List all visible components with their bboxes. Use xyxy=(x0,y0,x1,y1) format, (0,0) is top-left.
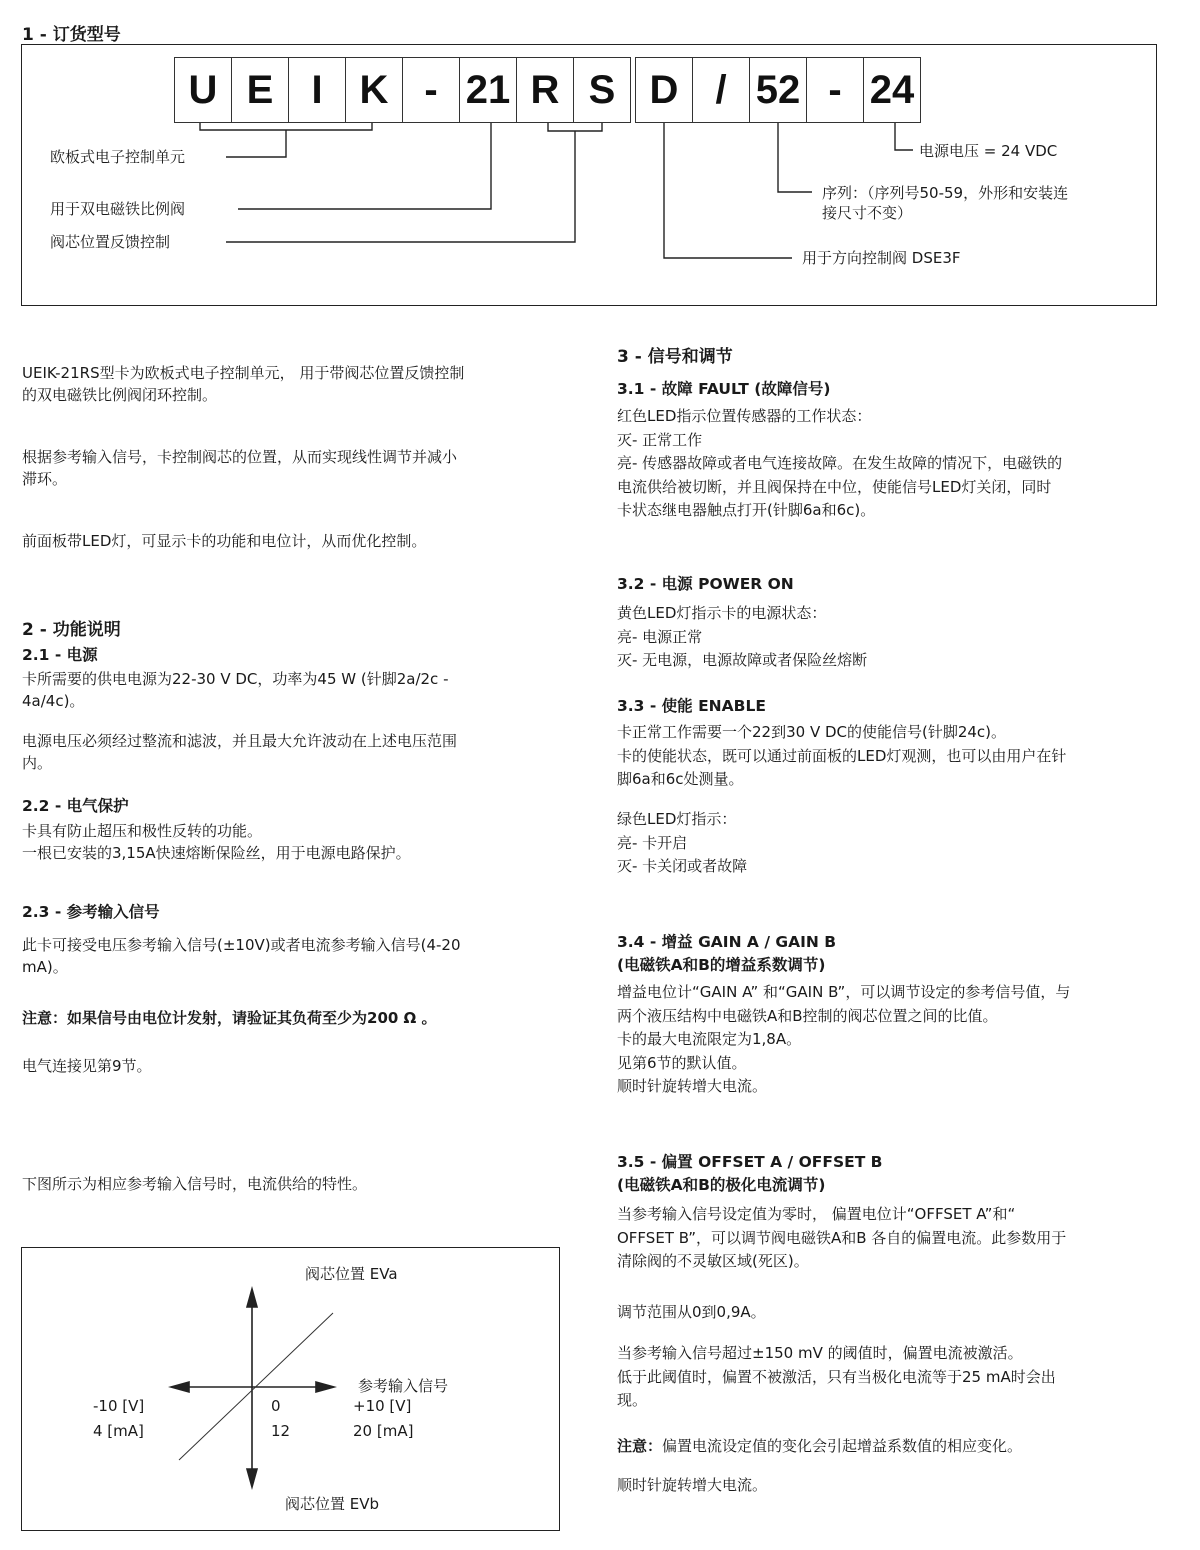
section34-title: 3.4 - 增益 GAIN A / GAIN B xyxy=(617,933,837,951)
intro-text xyxy=(22,340,582,592)
section35-subtitle: (电磁铁A和B的极化电流调节) xyxy=(617,1176,826,1194)
code-cell-s: S xyxy=(573,57,631,123)
code-cell-u: U xyxy=(174,57,232,123)
section33-text: 卡正常工作需要一个22到30 V DC的使能信号(针脚24c)。 卡的使能状态，既可以通过前面板的LED灯观测，也可以由用户在针 脚6a和6c处测量。 xyxy=(617,723,1067,788)
intro-paragraph-2: 根据参考输入信号，卡控制阀芯的位置，从而实现线性调节并减小 滞环。 xyxy=(22,448,458,488)
section35-title: 3.5 - 偏置 OFFSET A / OFFSET B xyxy=(617,1153,883,1171)
label-euro-card: 欧板式电子控制单元 xyxy=(50,148,186,166)
chart-top-label: 阀芯位置 EVa xyxy=(305,1265,398,1283)
section31-text: 红色LED指示位置传感器的工作状态： 灭- 正常工作 亮- 传感器故障或者电气连接故障。在发生故障的情况下，电磁铁的 电流供给被切断，并且阀保持在中位，使能信号LED灯关闭，同时 卡状态继电器触点打开(针脚6a和6c)。 xyxy=(617,407,1063,519)
label-series-2: 接尺寸不变） xyxy=(822,204,913,222)
section23-note: 注意：如果信号由电位计发射，请验证其负荷至少为200 Ω 。 xyxy=(22,1009,437,1027)
code-cell-slash: / xyxy=(692,57,750,123)
code-cell-dash-2: - xyxy=(806,57,864,123)
section35-range: 调节范围从0到0,9A。 xyxy=(617,1303,766,1321)
section23-p2: 电气连接见第9节。 xyxy=(22,1057,152,1075)
section2-title: 2 - 功能说明 xyxy=(22,620,121,640)
label-power-voltage: 电源电压 = 24 VDC xyxy=(919,142,1058,160)
section21-title: 2.1 - 电源 xyxy=(22,646,98,664)
section22-p1: 卡具有防止超压和极性反转的功能。 一根已安装的3,15A快速熔断保险丝，用于电源电路保护。 xyxy=(22,822,411,862)
label-dual-solenoid: 用于双电磁铁比例阀 xyxy=(50,200,186,218)
chart-pos-volts: +10 [V] xyxy=(353,1397,412,1415)
chart-caption: 下图所示为相应参考输入信号时，电流供给的特性。 xyxy=(22,1175,368,1193)
section33-led-text: 绿色LED灯指示： 亮- 卡开启 灭- 卡关闭或者故障 xyxy=(617,810,748,875)
section21-p1: 卡所需要的供电电源为22-30 V DC，功率为45 W (针脚2a/2c - 4a/4c)。 xyxy=(22,670,449,710)
section35-text: 当参考输入信号设定值为零时， 偏置电位计“OFFSET A”和“ OFFSET B”，可以调节阀电磁铁A和B 各自的偏置电流。此参数用于 清除阀的不灵敏区域(死区)。 xyxy=(617,1205,1067,1270)
code-cell-dash-1: - xyxy=(402,57,460,123)
section34-text: 增益电位计“GAIN A” 和“GAIN B”，可以调节设定的参考信号值，与 两个液压结构中电磁铁A和B控制的阀芯位置之间的比值。 卡的最大电流限定为1,8A。 见第6节的默认值。 顺时针旋转增大电流。 xyxy=(617,983,1071,1095)
section32-text: 黄色LED灯指示卡的电源状态： 亮- 电源正常 灭- 无电源，电源故障或者保险丝熔断 xyxy=(617,604,868,669)
section23-title: 2.3 - 参考输入信号 xyxy=(22,903,160,921)
chart-pos-ma: 20 [mA] xyxy=(353,1422,414,1440)
section32-title: 3.2 - 电源 POWER ON xyxy=(617,575,794,593)
intro-paragraph-3: 前面板带LED灯，可显示卡的功能和电位计，从而优化控制。 xyxy=(22,532,427,550)
code-cell-52: 52 xyxy=(749,57,807,123)
code-cell-i: I xyxy=(288,57,346,123)
intro-paragraph-1: UEIK-21RS型卡为欧板式电子控制单元， 用于带阀芯位置反馈控制 的双电磁铁比例阀闭环控制。 xyxy=(22,364,465,404)
section31-title: 3.1 - 故障 FAULT (故障信号) xyxy=(617,380,831,398)
label-spool-feedback: 阀芯位置反馈控制 xyxy=(50,233,171,251)
chart-zero-volts: 0 xyxy=(271,1397,281,1415)
chart-zero-ma: 12 xyxy=(271,1422,291,1440)
section35-end: 顺时针旋转增大电流。 xyxy=(617,1476,768,1494)
section33-title: 3.3 - 使能 ENABLE xyxy=(617,697,766,715)
section35-threshold-text: 当参考输入信号超过±150 mV 的阈值时，偏置电流被激活。 低于此阈值时，偏置不被激活，只有当极化电流等于25 mA时会出 现。 xyxy=(617,1344,1056,1409)
code-cell-24: 24 xyxy=(863,57,921,123)
chart-neg-ma: 4 [mA] xyxy=(93,1422,144,1440)
section23-p1: 此卡可接受电压参考输入信号(±10V)或者电流参考输入信号(4-20 mA)。 xyxy=(22,936,461,976)
section35-note xyxy=(617,1435,1177,1457)
code-cell-d: D xyxy=(635,57,693,123)
code-cell-21: 21 xyxy=(459,57,517,123)
section1-title: 1 - 订货型号 xyxy=(22,25,121,45)
chart-bottom-label: 阀芯位置 EVb xyxy=(285,1495,380,1513)
code-cell-k: K xyxy=(345,57,403,123)
code-cell-r: R xyxy=(516,57,574,123)
code-cell-e: E xyxy=(231,57,289,123)
chart-neg-volts: -10 [V] xyxy=(93,1397,145,1415)
chart-axis-label: 参考输入信号 xyxy=(358,1377,449,1395)
section34-subtitle: (电磁铁A和B的增益系数调节) xyxy=(617,956,826,974)
characteristic-axes xyxy=(21,1247,560,1531)
section3-title: 3 - 信号和调节 xyxy=(617,347,733,367)
section35-note-label: 注意： xyxy=(617,1437,663,1455)
section22-title: 2.2 - 电气保护 xyxy=(22,797,129,815)
section21-p2: 电源电压必须经过整流和滤波，并且最大允许波动在上述电压范围 内。 xyxy=(22,732,458,772)
section35-note-text: 偏置电流设定值的变化会引起增益系数值的相应变化。 xyxy=(662,1437,1023,1455)
label-direction-valve: 用于方向控制阀 DSE3F xyxy=(802,249,961,267)
label-series-1: 序列：（序列号50-59，外形和安装连 xyxy=(822,184,1069,202)
